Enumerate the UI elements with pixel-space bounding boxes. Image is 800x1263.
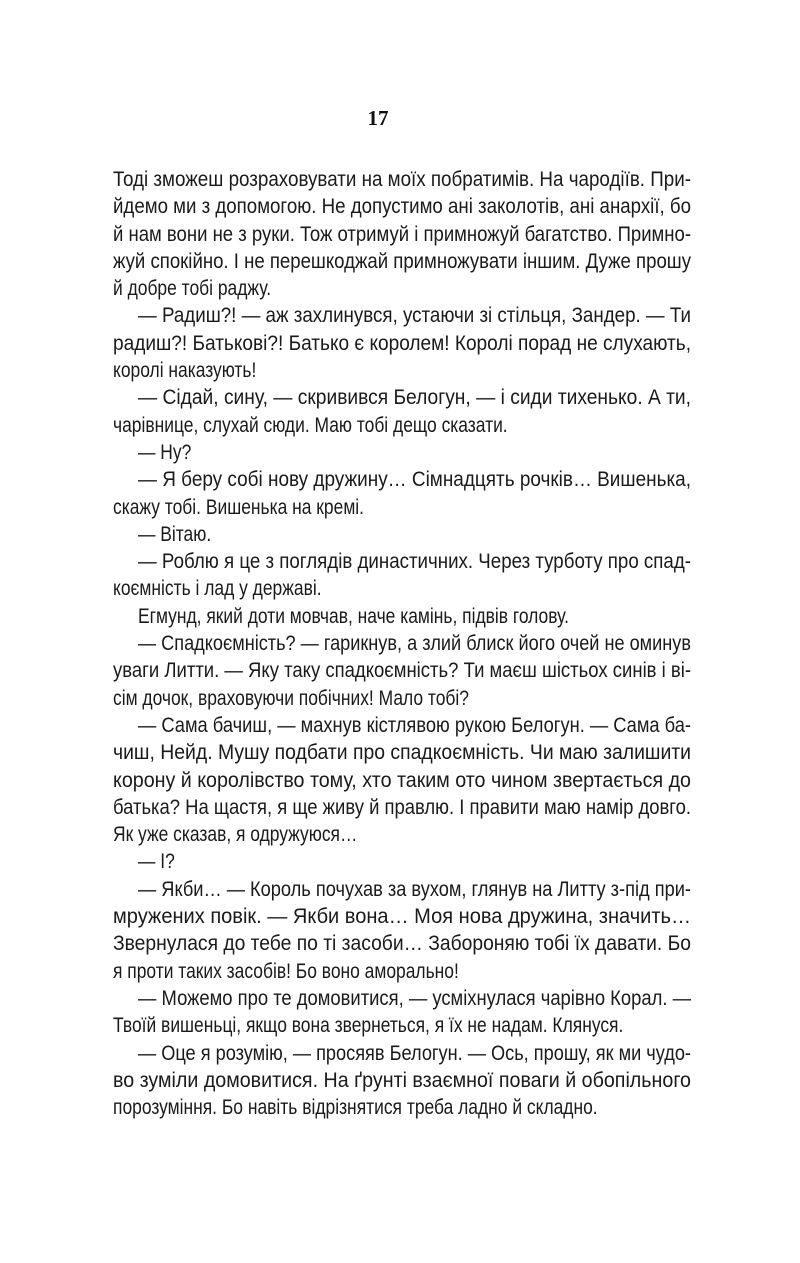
text-line-content: — Ну? [138, 440, 192, 464]
text-line-content: — Можемо про те домовитися, — усміхнулася чарівно Корал. — [138, 986, 691, 1010]
text-line [113, 603, 691, 630]
text-line [113, 330, 691, 357]
text-line [113, 657, 691, 684]
text-line-content: — Сідай, сину, — скривився Белогун, — і сиди тихенько. А ти, [138, 386, 691, 410]
text-line-content: — Роблю я це з поглядів династичних. Через турботу про спад- [138, 550, 691, 574]
paragraph [113, 603, 691, 630]
text-line [113, 548, 691, 575]
text-line-content: мружених повік. — Якби вона… Моя нова дружина, значить… [113, 905, 691, 929]
paragraph [113, 876, 691, 985]
paragraph [113, 712, 691, 848]
paragraph [113, 630, 691, 712]
text-line [113, 821, 691, 848]
text-line-content: радиш?! Батькові?! Батько є королем! Королі порад не слухають, [113, 331, 691, 355]
text-line-content: во зуміли домовитися. На ґрунті взаємної поваги й обопільного [113, 1068, 691, 1092]
paragraph [113, 166, 691, 302]
text-line [113, 903, 691, 930]
paragraph [113, 1040, 691, 1122]
text-line-content: сім дочок, враховуючи побічних! Мало тобі? [113, 686, 469, 710]
paragraph [113, 439, 691, 466]
text-line [113, 1012, 691, 1039]
text-line [113, 412, 691, 439]
text-line [113, 848, 691, 875]
text-line-content: — Якби… — Король почухав за вухом, глянув на Литту з-під при- [138, 877, 691, 901]
text-line [113, 166, 691, 193]
paragraph [113, 302, 691, 384]
text-line [113, 685, 691, 712]
paragraph [113, 548, 691, 603]
text-line [113, 767, 691, 794]
text-line [113, 494, 691, 521]
text-line-content: корону й королівство тому, хто таким ото чином звертається до [113, 768, 691, 792]
text-line-content: — Спадкоємність? — гарикнув, а злий блиск його очей не оминув [138, 632, 691, 656]
text-line [113, 1094, 691, 1121]
text-line-content: Як уже сказав, я одружуюся… [113, 823, 358, 847]
text-line-content: — Радиш?! — аж захлинувся, устаючи зі стільця, Зандер. — Ти [138, 304, 691, 328]
text-line [113, 193, 691, 220]
text-line-content: я проти таких засобів! Бо воно аморально! [113, 959, 459, 983]
text-line [113, 630, 691, 657]
text-line-content: й добре тобі раджу. [113, 277, 272, 301]
text-line [113, 985, 691, 1012]
text-line-content: уваги Литти. — Яку таку спадкоємність? Ти маєш шістьох синів і ві- [113, 659, 691, 683]
text-line-content: — Сама бачиш, — махнув кістлявою рукою Белогун. — Сама ба- [138, 713, 691, 737]
text-line-content: жуй спокійно. І не перешкоджай примножувати іншим. Дуже прошу [113, 249, 691, 273]
body-text [113, 166, 691, 1121]
text-line [113, 1040, 691, 1067]
text-line [113, 930, 691, 957]
text-line-content: скажу тобі. Вишенька на кремі. [113, 495, 365, 519]
text-line-content: чиш, Нейд. Мушу подбати про спадкоємність. Чи маю залишити [113, 741, 691, 765]
paragraph [113, 985, 691, 1040]
text-line-content: Тоді зможеш розраховувати на моїх побратимів. На чародіїв. При- [113, 168, 691, 191]
text-line [113, 1067, 691, 1094]
text-line [113, 575, 691, 602]
text-line [113, 384, 691, 411]
text-line [113, 958, 691, 985]
text-line-content: Егмунд, який доти мовчав, наче камінь, підвів голову. [138, 604, 569, 628]
text-line [113, 439, 691, 466]
text-line [113, 466, 691, 493]
text-line-content: йдемо ми з допомогою. Не допустимо ані заколотів, ані анархії, бо [113, 195, 691, 219]
paragraph [113, 384, 691, 439]
text-line [113, 794, 691, 821]
text-line-content: чарівнице, слухай сюди. Маю тобі дещо сказати. [113, 413, 508, 437]
text-line-content: порозуміння. Бо навіть відрізнятися треба ладно й складно. [113, 1096, 598, 1120]
paragraph [113, 521, 691, 548]
text-line [113, 275, 691, 302]
text-line-content: — Я беру собі нову дружину… Сімнадцять рочків… Вишенька, [138, 468, 691, 492]
page-number: 17 [367, 106, 389, 130]
text-line-content: королі наказують! [113, 359, 257, 383]
text-line-content: Твоїй вишеньці, якщо вона звернеться, я їх не надам. Клянуся. [113, 1014, 624, 1038]
paragraph [113, 848, 691, 875]
text-line-content: — І? [138, 850, 175, 874]
text-line-content: й нам вони не з руки. Тож отримуй і примножуй багатство. Примно- [113, 222, 691, 246]
text-line [113, 221, 691, 248]
text-line [113, 521, 691, 548]
paragraph [113, 466, 691, 521]
text-line-content: — Вітаю. [138, 522, 212, 546]
text-line-content: — Оце я розумію, — просяяв Белогун. — Ось, прошу, як ми чудо- [138, 1041, 691, 1065]
text-line [113, 876, 691, 903]
text-line [113, 712, 691, 739]
text-line-content: батька? На щастя, я ще живу й правлю. І правити маю намір довго. [113, 795, 691, 819]
text-line [113, 302, 691, 329]
text-line [113, 357, 691, 384]
text-line-content: Звернулася до тебе по ті засоби… Забороняю тобі їх давати. Бо [113, 932, 691, 956]
text-line [113, 739, 691, 766]
text-line-content: коємність і лад у державі. [113, 577, 322, 601]
text-line [113, 248, 691, 275]
